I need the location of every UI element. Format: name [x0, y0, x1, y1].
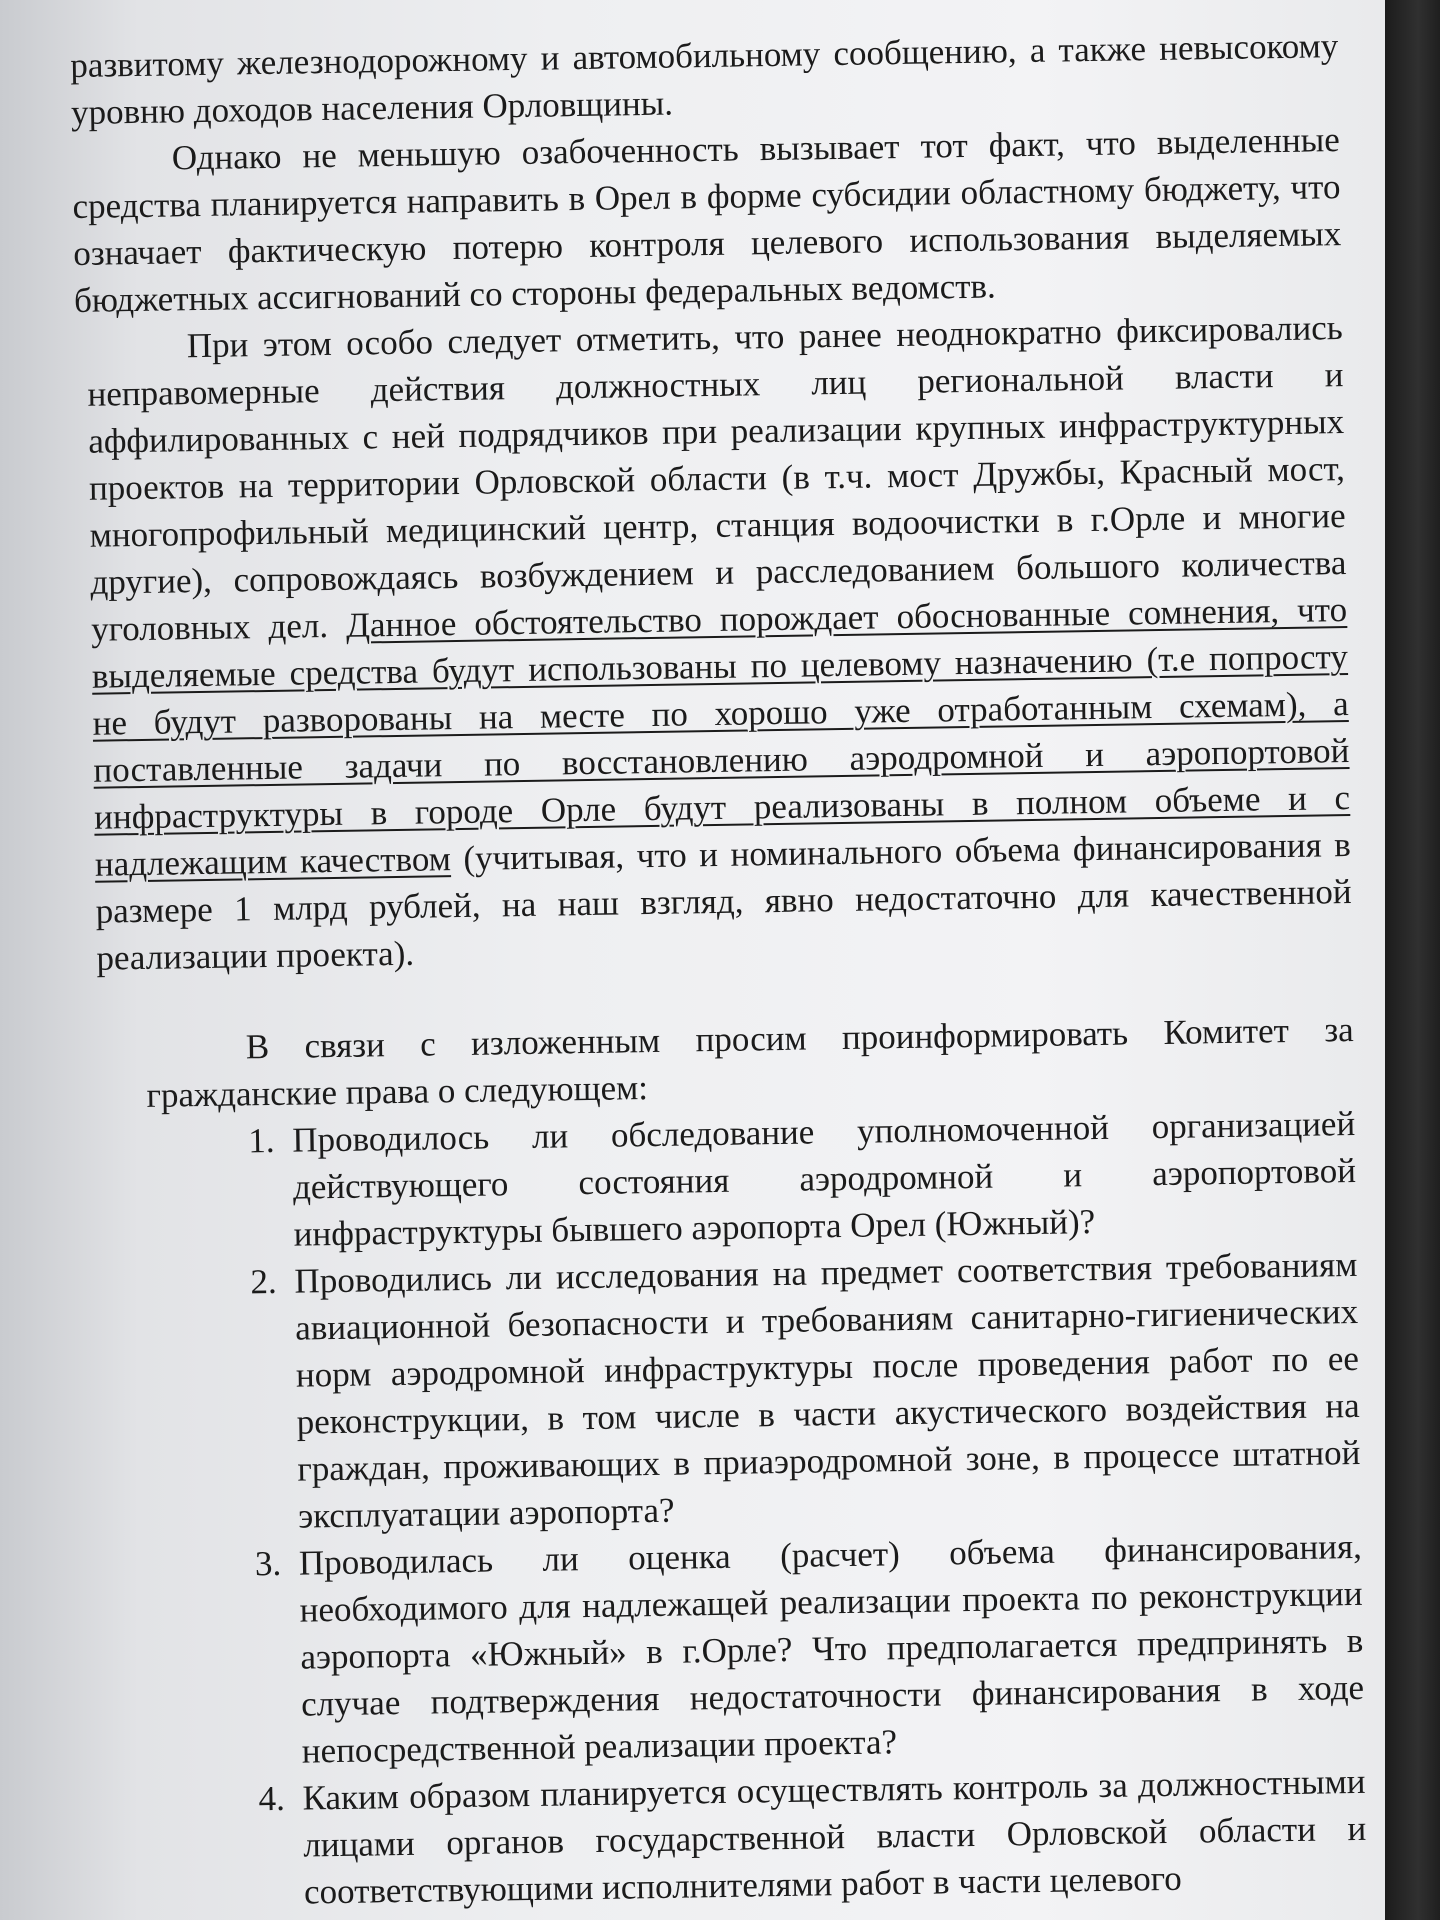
- document-body: [70, 22, 1367, 1919]
- list-item: [254, 1523, 1366, 1775]
- paragraph-subsidy: Однако не меньшую озабоченность вызывает тот факт, что выделенные средства планируется направить в Орел в форме субсидии областному бюджету, что означает фактическую потерю контроля целевого использования выделяемых бюджетных ассигнований со стороны федеральных ведомств.: [72, 120, 1342, 320]
- list-item: [258, 1758, 1367, 1916]
- paragraph-violations-start: При этом особо следует отметить, что ранее неоднократно фиксировались неправомерные действия должностных лиц региональной власти и аффилированных с ней подрядчиков при реализации крупных инфраструктурных проектов на территории Орловской области (в т.ч. мост Дружбы, Красный мост, многопрофильный медицинский центр, станция водоочистки в г.Орле и многие другие), сопровождаясь возбуждением и расследованием большого количества уголовных дел.: [87, 308, 1347, 649]
- list-item: [250, 1241, 1361, 1540]
- request-intro: В связи с изложенным просим проинформировать Комитет за гражданские права о следующем:: [146, 1009, 1354, 1115]
- paragraph-violations: [74, 304, 1352, 982]
- background-desk: [1385, 0, 1440, 1920]
- questions-list: [87, 1100, 1367, 1919]
- list-number: 4.: [258, 1778, 286, 1819]
- list-number: 3.: [254, 1543, 282, 1584]
- list-number: 2.: [250, 1261, 278, 1302]
- paragraph-violations-end: (учитывая, что и номинального объема финансирования в размере 1 млрд рублей, на наш взгляд, явно недостаточно для качественной реализации проекта).: [95, 824, 1352, 978]
- list-text: Проводилось ли обследование уполномоченной организацией действующего состояния аэродромной и аэропортовой инфраструктуры бывшего аэропорта Орел (Южный)?: [291, 1103, 1357, 1254]
- list-text: Каким образом планируется осуществлять контроль за должностными лицами органов государственной власти Орловской области и соответствующими исполнителями работ в части целевого: [302, 1761, 1367, 1912]
- paragraph-top: развитому железнодорожному и автомобильному сообщению, а также невысокому уровню доходов населения Орловщины.: [70, 26, 1339, 132]
- list-item: [247, 1100, 1357, 1258]
- list-text: Проводились ли исследования на предмет соответствия требованиям авиационной безопасности и требованиям санитарно-гигиенических норм аэродромной инфраструктуры после проведения работ по ее реконструкции, в том числе в части акустического воздействия на граждан, проживающих в приаэродромной зоне, в процессе штатной эксплуатации аэропорта?: [294, 1244, 1361, 1536]
- list-number: 1.: [247, 1120, 275, 1161]
- list-text: Проводилась ли оценка (расчет) объема финансирования, необходимого для надлежащей реализации проекта по реконструкции аэропорта «Южный» в г.Орле? Что предполагается предпринять в случае подтверждения недостаточности финансирования в ходе непосредственной реализации проекта?: [298, 1526, 1365, 1771]
- underlined-concern: Данное обстоятельство порождает обоснованные сомнения, что выделяемые средства будут использованы по целевому назначению (т.е попросту не будут разворованы на месте по хорошо уже отработанным схемам), а поставленные задачи по восстановлению аэродромной и аэропортовой инфраструктуры в городе Орле будут реализованы в полном объеме и с надлежащим качеством: [91, 590, 1351, 884]
